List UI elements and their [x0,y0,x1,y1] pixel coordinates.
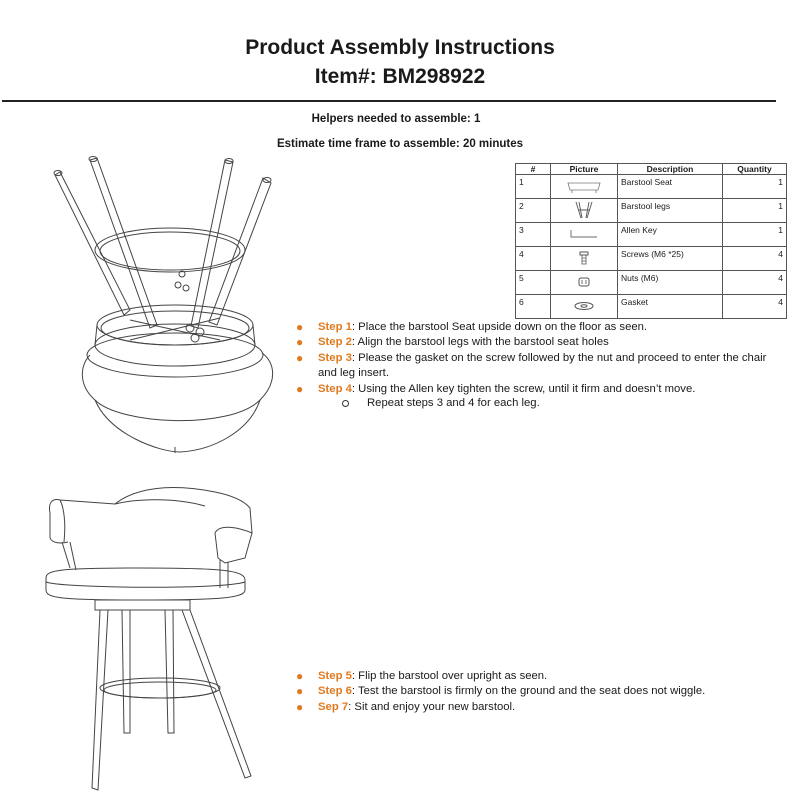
bullet-icon: ● [296,381,304,396]
row-description: Barstool Seat [618,175,723,199]
steps-list-1 [294,320,784,397]
step-label: Sep 7 [318,700,349,713]
row-quantity: 4 [723,271,787,295]
row-num: 2 [516,199,551,223]
step-5: ● Step 5: Flip the barstool over upright as seen. [296,669,548,683]
circle-bullet-icon [342,400,349,407]
parts-table-header [516,164,787,175]
step-1: ● Step 1: Place the barstool Seat upside down on the floor as seen. [296,320,648,334]
table-row [516,175,787,199]
row-quantity: 1 [723,199,787,223]
upside-down-barstool-illustration [50,150,300,460]
parts-table [515,163,787,319]
row-quantity: 4 [723,295,787,319]
helpers-needed: Helpers needed to assemble: 1 [311,113,481,125]
step-6: ● Step 6: Test the barstool is firmly on the ground and the seat does not wiggle. [296,684,706,699]
bullet-icon: ● [296,320,304,334]
row-description: Barstool legs [618,199,723,223]
step-text: Place the barstool Seat upside down on the floor as seen. [355,321,648,333]
step-text: Using the Allen key tighten the screw, until it firm and doesn’t move. [355,382,696,395]
table-row [516,199,787,223]
row-quantity: 1 [723,223,787,247]
row-num: 4 [516,247,551,271]
item-number: Item#: BM298922 [314,65,486,88]
step-7: ● Sep 7: Sit and enjoy your new barstool. [296,699,516,714]
bullet-icon: ● [296,669,304,683]
sub-step-text: Repeat steps 3 and 4 for each leg. [367,397,540,409]
step-3: ● Step 3: Please the gasket on the screw followed by the nut and proceed to enter the chair and leg insert. [296,350,767,380]
row-description: Allen Key [618,223,723,247]
upright-barstool-illustration [40,478,260,798]
step-text: Align the barstool legs with the barstool seat holes [355,336,609,349]
row-num: 6 [516,295,551,319]
header-picture: Picture [551,164,618,175]
step-4: ● Step 4: Using the Allen key tighten the screw, until it firm and doesn’t move. [296,381,696,396]
bullet-icon: ● [296,350,304,365]
steps-list-2 [294,669,784,715]
nut-icon [551,271,618,295]
table-row [516,295,787,319]
header-quantity: Quantity [723,164,787,175]
time-estimate: Estimate time frame to assemble: 20 minutes [276,138,524,150]
step-2: ● Step 2: Align the barstool legs with the barstool seat holes [296,335,609,350]
table-row [516,247,787,271]
step-text: Sit and enjoy your new barstool. [351,700,516,713]
step-text: Please the gasket on the screw followed by the nut and proceed to enter the chair and leg insert. [318,351,767,380]
bullet-icon: ● [296,699,304,714]
header-description: Description [618,164,723,175]
step-text: Flip the barstool over upright as seen. [355,670,548,682]
sub-step [342,397,540,409]
row-description: Nuts (M6) [618,271,723,295]
barstool-legs-icon [551,199,618,223]
table-row [516,271,787,295]
bullet-icon: ● [296,684,304,699]
step-label: Step 1 [318,321,352,333]
row-description: Screws (M6 *25) [618,247,723,271]
header-divider [2,100,776,102]
step-label: Step 4 [318,382,352,395]
document-title: Product Assembly Instructions [245,36,555,59]
screw-icon [551,247,618,271]
step-label: Step 2 [318,336,352,349]
row-description: Gasket [618,295,723,319]
allen-key-icon [551,223,618,247]
row-num: 3 [516,223,551,247]
step-text: Test the barstool is firmly on the ground and the seat does not wiggle. [355,685,706,698]
table-row [516,223,787,247]
step-label: Step 3 [318,351,352,364]
row-num: 5 [516,271,551,295]
barstool-seat-icon [551,175,618,199]
row-quantity: 4 [723,247,787,271]
row-num: 1 [516,175,551,199]
row-quantity: 1 [723,175,787,199]
header-num: # [516,164,551,175]
step-label: Step 5 [318,670,352,682]
step-label: Step 6 [318,685,352,698]
gasket-icon [551,295,618,319]
bullet-icon: ● [296,335,304,350]
